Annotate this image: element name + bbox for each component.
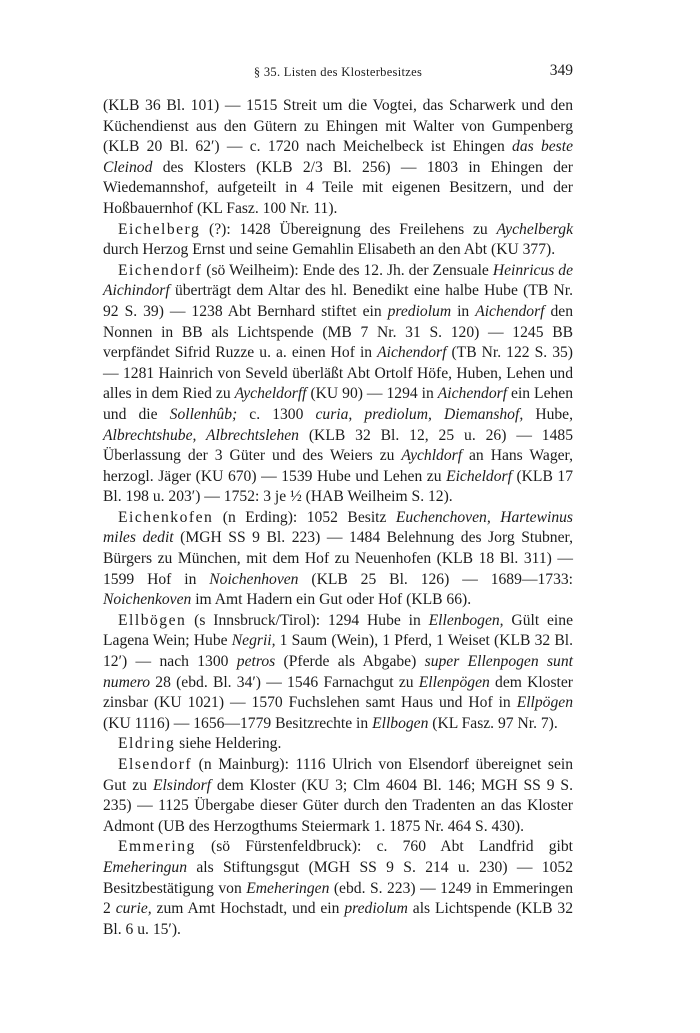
entry-text: (n Mainburg): 1116 Ulrich von Elsendorf übereignet sein Gut zu <box>103 756 573 794</box>
entry-text: Gült eine Lagena Wein; Hube <box>103 611 573 650</box>
entry-text: in <box>451 302 476 320</box>
entry-paragraph <box>103 96 573 220</box>
place-name-heading: Eldring <box>118 735 176 753</box>
entry-text: dem Kloster zinsbar (KU 1021) — 1570 Fuchslehen samt Haus und Hof in <box>103 673 573 712</box>
running-title: § 35. Listen des Klosterbesitzes <box>253 65 423 79</box>
italic-term: Noichenhoven <box>209 570 299 588</box>
entry-paragraph <box>103 261 573 508</box>
entry-paragraph <box>103 220 573 261</box>
place-name-heading: Eichendorf <box>118 261 203 279</box>
italic-term: petros <box>236 653 276 671</box>
entry-text: siehe Heldering. <box>175 735 282 753</box>
entry-text: (sö Weilheim): Ende des 12. Jh. der Zensuale <box>202 261 493 279</box>
entry-text: des Klosters (KLB 2/3 Bl. 256) — 1803 in Ehingen der Wiedemannshof, aufgeteilt in 4 Teile mit eigenen Besitzern, und der Hoßbauernhof (KL Fasz. 100 Nr. 11). <box>103 158 573 217</box>
entry-text: Hube, <box>523 405 573 423</box>
italic-term: das beste Cleinod <box>103 138 574 176</box>
place-name-heading: Emmering <box>118 838 196 856</box>
italic-term: Negrii, <box>231 632 276 650</box>
entry-text: (ebd. S. 223) — 1249 in Emmeringen 2 <box>103 879 573 918</box>
italic-term: Ellpögen <box>516 694 573 712</box>
entry-text: (KL Fasz. 97 Nr. 7). <box>428 714 558 732</box>
italic-term: prediolum <box>387 302 452 320</box>
italic-term: curie, <box>115 900 152 918</box>
entry-text: überträgt dem Altar des hl. Benedikt eine halbe Hube (TB Nr. 92 S. 39) — 1238 Abt Bernhard stiftet ein <box>103 282 573 320</box>
entry-text: (Pferde als Abgabe) <box>275 653 425 671</box>
italic-term: Aichendorf <box>437 385 508 403</box>
italic-term: Ellenpögen <box>418 673 490 691</box>
entry-text: (s Innsbruck/Tirol): 1294 Hube in <box>186 611 429 629</box>
place-name-heading: Eichelberg <box>118 220 201 238</box>
page-body <box>103 96 573 940</box>
entry-text: den Nonnen in BB als Lichtspende (MB 7 Nr. 31 S. 120) — 1245 BB verpfändet Sifrid Ruzze u. a. einen Hof in <box>103 302 573 362</box>
italic-term: Emeheringen <box>246 879 330 897</box>
entry-text: (KLB 25 Bl. 126) — 1689—1733: <box>298 570 573 588</box>
entry-text: (KU 90) — 1294 in <box>306 385 438 403</box>
entry-text: 1 Saum (Wein), 1 Pferd, 1 Weiset (KLB 32 Bl. 12′) — nach 1300 <box>103 632 573 671</box>
italic-term: Aichendorf <box>475 302 545 320</box>
italic-term: Aycheldorff <box>234 385 307 403</box>
entry-text: im Amt Hadern ein Gut oder Hof (KLB 66). <box>191 591 472 609</box>
italic-term: Aychelbergk <box>496 220 573 238</box>
place-name-heading: Elsendorf <box>118 756 193 773</box>
entry-text: als Lichtspende (KLB 32 Bl. 6 u. 15′). <box>103 900 573 938</box>
entry-text: (sö Fürstenfeldbruck): c. 760 Abt Landfrid gibt <box>195 838 573 856</box>
page-header <box>103 62 573 82</box>
place-name-heading: Eichenkofen <box>118 508 214 526</box>
italic-term: Sollenhûb; <box>169 405 238 423</box>
entry-paragraph <box>103 508 573 611</box>
entry-text: (KU 1116) — 1656—1779 Besitzrechte in <box>103 714 373 732</box>
entry-text: (KLB 32 Bl. 12, 25 u. 26) — 1485 Überlassung der 3 Güter und des Weiers zu <box>103 426 573 465</box>
italic-term: Euchenchoven, Hartewinus miles dedit <box>103 508 573 547</box>
entry-text: (?): 1428 Übereignung des Freilehens zu <box>200 220 497 238</box>
page-number: 349 <box>549 62 573 79</box>
place-name-heading: Ellbögen <box>118 611 187 629</box>
entry-paragraph <box>103 837 573 940</box>
entry-text: als Stiftungsgut (MGH SS 9 S. 214 u. 230) — 1052 Besitzbestätigung von <box>103 858 573 897</box>
italic-term: super Ellenpogen sunt numero <box>103 653 573 691</box>
entry-paragraph <box>103 734 573 755</box>
entry-text: (TB Nr. 122 S. 35) — 1281 Hainrich von Seveld überläßt Abt Ortolf Höfe, Huben, Lehen und alles in dem Ried zu <box>103 344 573 403</box>
italic-term: Ellbogen <box>372 714 429 732</box>
italic-term: Ellenbogen, <box>428 611 504 629</box>
italic-term: Eicheldorf <box>446 467 512 485</box>
entry-text: 28 (ebd. Bl. 34′) — 1546 Farnachgut zu <box>150 673 419 691</box>
italic-term: prediolum <box>344 900 408 918</box>
italic-term: Heinricus de Aichindorf <box>103 261 573 300</box>
italic-term: Noichenkoven <box>103 591 192 609</box>
entry-text: an Hans Wager, herzogl. Jäger (KU 670) — 1539 Hube und Lehen zu <box>103 447 573 485</box>
italic-term: Emeheringun <box>103 858 188 876</box>
entry-text: (MGH SS 9 Bl. 223) — 1484 Belehnung des Jorg Stubner, Bürgers zu München, mit dem Hof zu Neuenhofen (KLB 18 Bl. 311) — 1599 Hof in <box>103 529 573 588</box>
italic-term: Albrechtshube, Albrechtslehen <box>103 426 299 444</box>
entry-text: (n Erding): 1052 Besitz <box>213 508 396 526</box>
italic-term: Aychldorf <box>401 447 463 465</box>
entry-text: durch Herzog Ernst und seine Gemahlin Elisabeth an den Abt (KU 377). <box>103 241 556 259</box>
italic-term: curia, prediolum, Diemanshof, <box>315 405 524 423</box>
entry-text: c. 1300 <box>237 405 316 423</box>
italic-term: Aichendorf <box>377 344 447 362</box>
entry-text: zum Amt Hochstadt, und ein <box>151 900 345 918</box>
entry-text: (KLB 36 Bl. 101) — 1515 Streit um die Vogtei, das Scharwerk und den Küchendienst aus den Gütern zu Ehingen mit Walter von Gumpenberg (KLB 20 Bl. 62′) — c. 1720 nach Meichelbeck ist Ehingen <box>103 97 573 156</box>
entry-text: dem Kloster (KU 3; Clm 4604 Bl. 146; MGH SS 9 S. 235) — 1125 Übergabe dieser Güter durch den Tradenten an das Kloster Admont (UB des Herzogthums Steiermark 1. 1875 Nr. 464 S. 430). <box>103 776 574 835</box>
entry-text: (KLB 17 Bl. 198 u. 203′) — 1752: 3 je ½ (HAB Weilheim S. 12). <box>103 467 573 506</box>
italic-term: Elsindorf <box>152 776 211 794</box>
entry-text: ein Lehen und die <box>103 385 574 423</box>
entry-paragraph <box>103 611 573 735</box>
entry-paragraph <box>103 755 573 837</box>
